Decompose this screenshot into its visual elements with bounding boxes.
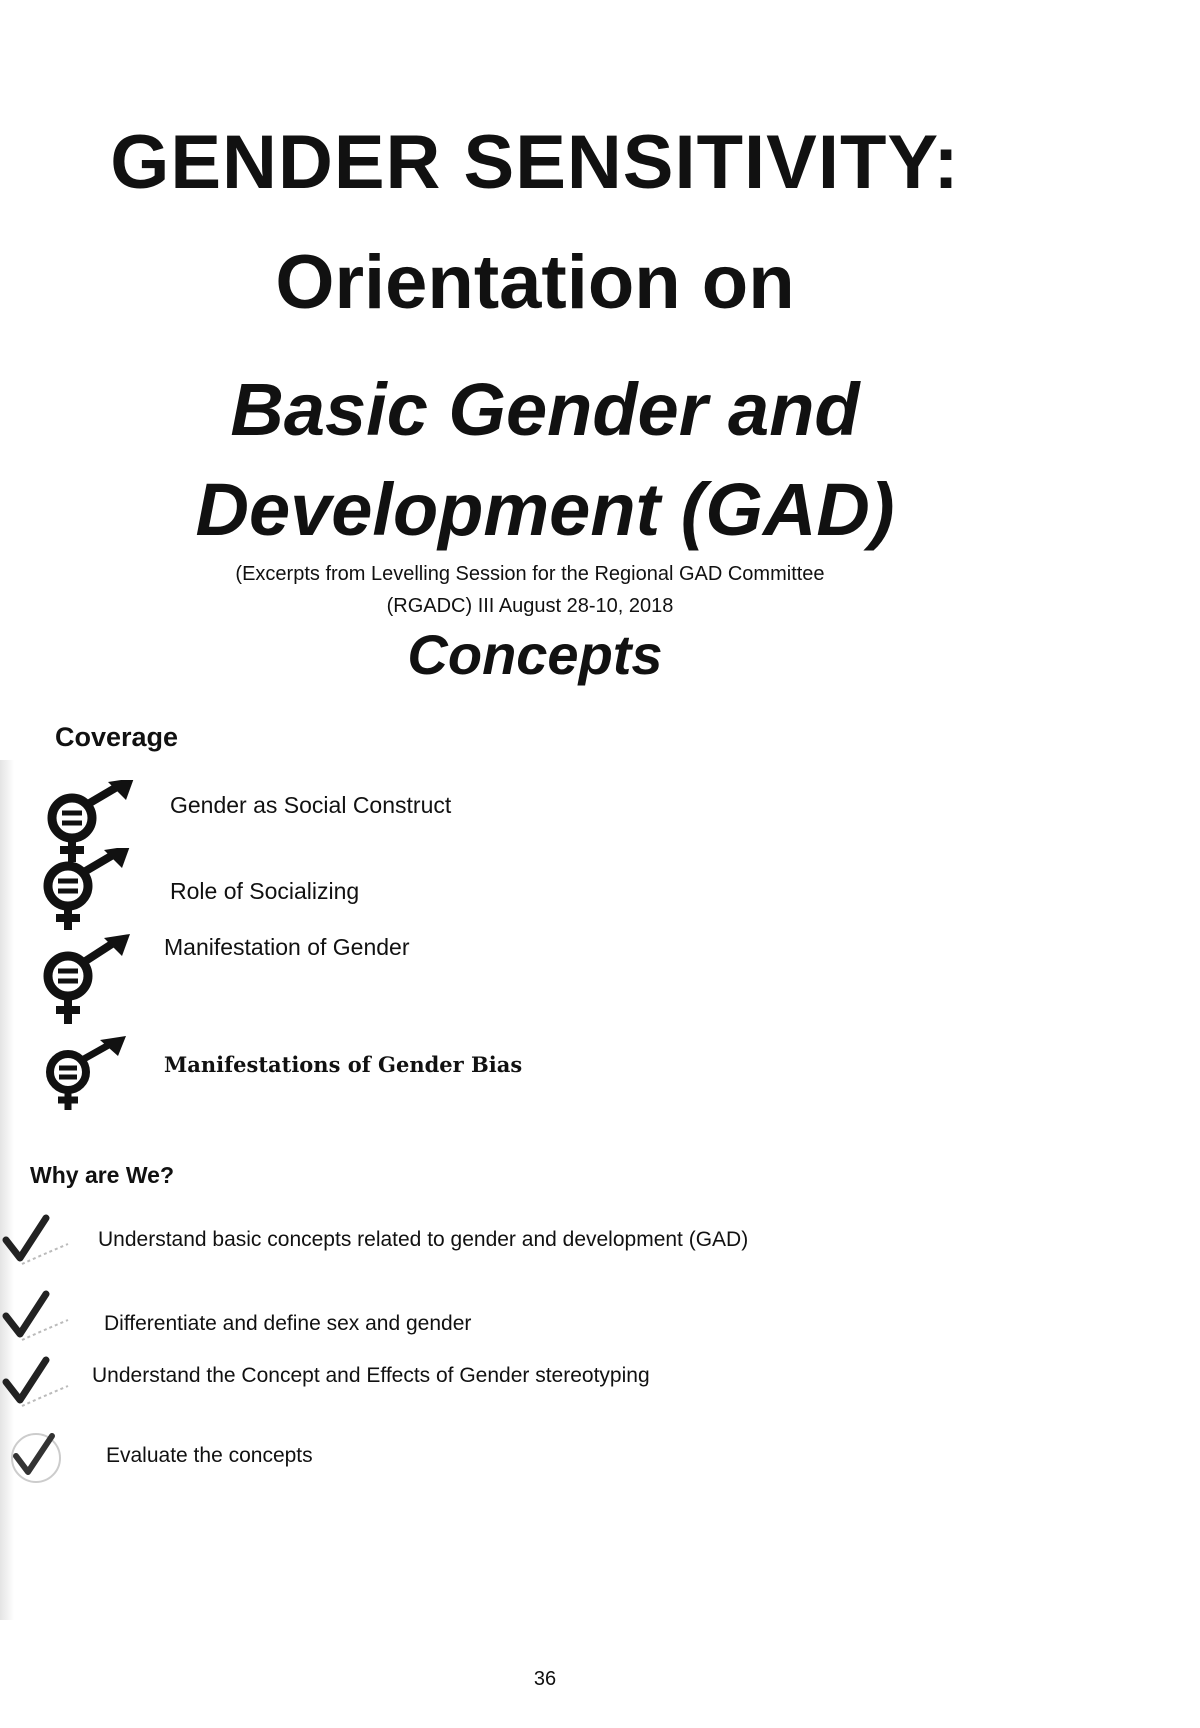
objective-item-label: Understand basic concepts related to gender and development (GAD) <box>98 1228 749 1251</box>
checkmark-icon <box>2 1290 72 1346</box>
objective-item <box>0 1430 1200 1490</box>
objective-item-label: Evaluate the concepts <box>106 1444 313 1467</box>
checkmark-icon <box>2 1356 72 1412</box>
objective-item <box>0 1214 1200 1274</box>
coverage-item-label: Manifestations of Gender Bias <box>164 1052 523 1077</box>
title-line-3: Basic Gender and <box>230 368 860 451</box>
coverage-item-label: Manifestation of Gender <box>164 934 410 960</box>
excerpt-line-2: (RGADC) III August 28-10, 2018 <box>386 595 674 617</box>
gender-symbol-icon <box>34 932 134 1032</box>
gender-symbol-icon <box>38 1036 138 1136</box>
page-number: 36 <box>533 1668 557 1690</box>
excerpt-note <box>0 558 1060 622</box>
objectives-heading: Why are We? <box>30 1162 174 1188</box>
coverage-heading: Coverage <box>55 722 179 752</box>
coverage-item-label: Gender as Social Construct <box>170 792 452 818</box>
objective-item <box>0 1290 1200 1350</box>
excerpt-line-1: (Excerpts from Levelling Session for the Regional GAD Committee <box>235 563 825 585</box>
objective-item-label: Understand the Concept and Effects of Gender stereotyping <box>92 1364 650 1387</box>
concepts-heading: Concepts <box>407 623 663 686</box>
checkmark-icon <box>2 1214 72 1270</box>
coverage-item <box>0 1036 1200 1116</box>
checkmark-icon <box>6 1430 76 1486</box>
title-line-1: GENDER SENSITIVITY: <box>110 120 960 205</box>
coverage-item-label: Role of Socializing <box>170 878 360 904</box>
objective-item-label: Differentiate and define sex and gender <box>104 1312 472 1335</box>
title-line-4: Development (GAD) <box>195 468 895 551</box>
coverage-item <box>0 930 1200 1010</box>
title-line-2: Orientation on <box>275 240 795 325</box>
coverage-item <box>0 848 1200 928</box>
objective-item <box>0 1356 1200 1416</box>
